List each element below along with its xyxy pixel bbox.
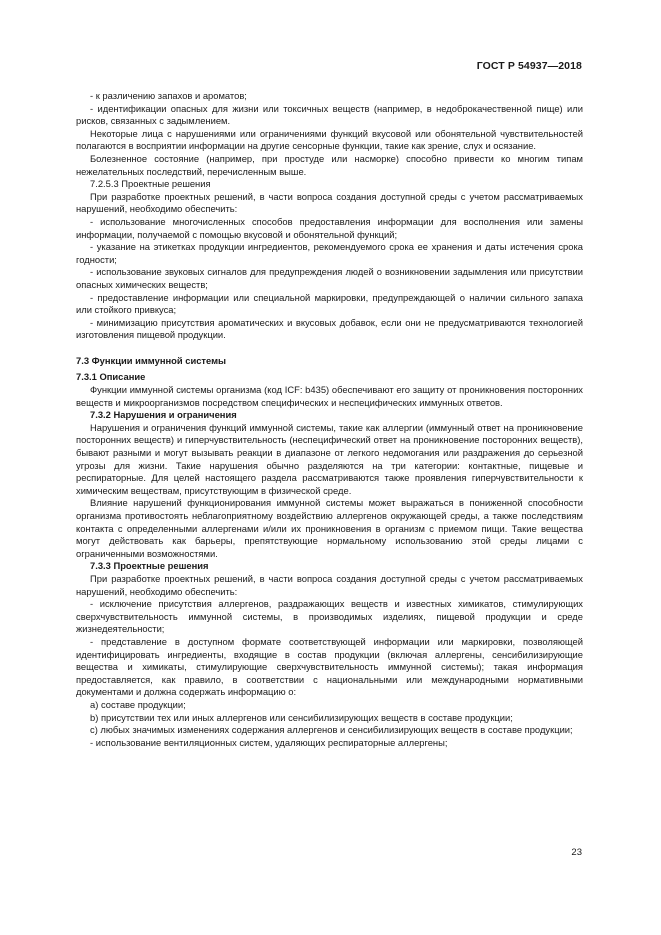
list-item: b) присутствии тех или иных аллергенов или сенсибилизирующих веществ в составе продукции;: [90, 711, 513, 723]
page-number: 23: [571, 847, 582, 858]
paragraph: При разработке проектных решений, в части вопроса создания доступной среды с учетом рассматриваемых нарушений, необходимо обеспечить:: [76, 190, 583, 215]
paragraph: При разработке проектных решений, в части вопроса создания доступной среды с учетом рассматриваемых нарушений, необходимо обеспечить:: [76, 572, 583, 597]
paragraph: Болезненное состояние (например, при простуде или насморке) способно привести ко многим типам нежелательных последствий, перечисленным выше.: [76, 152, 583, 177]
page-content: [76, 90, 583, 749]
paragraph: - идентификации опасных для жизни или токсичных веществ (например, в недоброкачественной пище) или рисков, связанных с задымлением.: [76, 102, 583, 127]
section-heading: 7.3 Функции иммунной системы: [76, 354, 227, 366]
list-item: а) составе продукции;: [90, 698, 186, 710]
subsection-heading: 7.3.1 Описание: [76, 371, 146, 383]
document-code: ГОСТ Р 54937—2018: [476, 60, 582, 72]
paragraph: Функции иммунной системы организма (код ICF: b435) обеспечивают его защиту от проникновения посторонних веществ и микроорганизмов посредством специфических и неспецифических иммунных ответов.: [76, 384, 583, 408]
paragraph: - указание на этикетках продукции ингредиентов, рекомендуемого срока ее хранения и даты истечения срока годности;: [76, 241, 583, 265]
paragraph: - использование вентиляционных систем, удаляющих респираторные аллергены;: [90, 736, 448, 748]
paragraph: - предоставление информации или специальной маркировки, предупреждающей о наличии сильного запаха или стойкого привкуса;: [76, 291, 583, 316]
paragraph: Некоторые лица с нарушениями или ограничениями функций вкусовой или обонятельной чувствительностей полагаются в восприятии информации на другие сенсорные функции, такие как зрение, слух и осязание.: [76, 127, 583, 152]
subsection-heading: 7.3.3 Проектные решения: [90, 560, 209, 572]
subsection-heading: 7.3.2 Нарушения и ограничения: [90, 409, 237, 421]
paragraph: - использование многочисленных способов предоставления информации для восполнения или замены информации, получаемой с помощью вкусовой и обонятельной функций;: [76, 215, 583, 240]
paragraph: - минимизацию присутствия ароматических и вкусовых добавок, если они не предусматриваются технологией изготовления пищевой продукции.: [76, 316, 583, 341]
paragraph: Влияние нарушений функционирования иммунной системы может выражаться в пониженной способности организма противостоять неблагоприятному воздействию аллергенов окружающей среды, а также последствиям контакта с определенными аллергенами и/или их проникновения в организм с приемом пищи. Такие вещества могут действовать как барьеры, препятствующие нормальному использованию этой среды лицами с ограниченными возможностями.: [76, 497, 583, 559]
paragraph: - исключение присутствия аллергенов, раздражающих веществ и известных химикатов, стимулирующих сверхчувствительность иммунной системы, в производимых изделиях, пищевой продукции и среде жизнедеятельности;: [76, 598, 583, 635]
paragraph: - представление в доступном формате соответствующей информации или маркировки, позволяющей идентифицировать ингредиенты, входящие в состав продукции (включая аллергены, сенсибилизирующие вещества и химикаты, стимулирующие сверхчувствительность иммунной системы); такая информация предоставляется, как правило, в соответствии с национальными или международными нормативными документами и должна содержать информацию о:: [76, 635, 583, 698]
paragraph: Нарушения и ограничения функций иммунной системы, такие как аллергии (иммунный ответ на проникновение посторонних веществ) и гиперчувствительность (неспецифический ответ на проникновение посторонних веществ), бывают разными и могут вызывать реакции в диапазоне от легкого недомогания или раздражения до серьезной угрозы для жизни. Такие нарушения обычно разделяются на три категории: контактные, пищевые и респираторные. Для целей настоящего раздела рассматриваются также проявления гиперчувствительности к химическим веществам, присутствующим в физической среде.: [76, 421, 583, 496]
list-item: с) любых значимых изменениях содержания аллергенов и сенсибилизирующих веществ в составе продукции;: [90, 724, 573, 736]
paragraph: - использование звуковых сигналов для предупреждения людей о возникновении задымления или присутствии опасных химических веществ;: [76, 266, 583, 290]
paragraph: - к различению запахов и ароматов;: [90, 90, 247, 101]
subsection-title: 7.2.5.3 Проектные решения: [90, 178, 211, 190]
